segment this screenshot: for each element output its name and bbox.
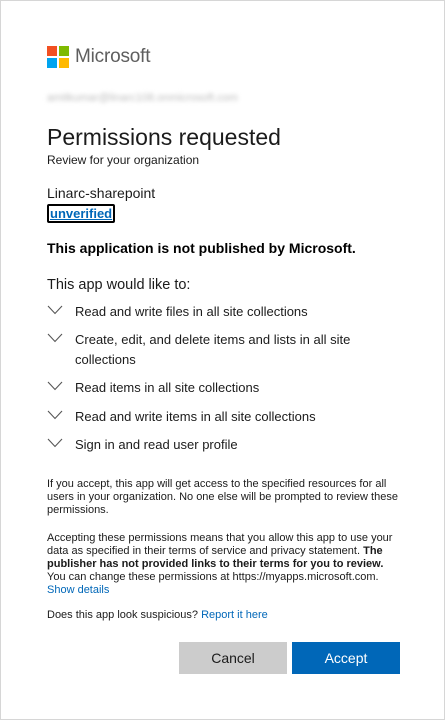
terms-text: Accepting these permissions means that you allow this app to use your data as specified in their terms of service and privacy statement. bbox=[47, 532, 393, 557]
publisher-warning: This application is not published by Microsoft. bbox=[47, 240, 356, 256]
terms-warning: The publisher has not provided links to their terms for you to review. bbox=[47, 545, 384, 570]
show-details-link[interactable]: Show details bbox=[47, 584, 110, 596]
cancel-button[interactable]: Cancel bbox=[179, 642, 287, 674]
permission-item[interactable] bbox=[47, 435, 367, 455]
unverified-link[interactable]: unverified bbox=[47, 204, 115, 223]
page-subtitle: Review for your organization bbox=[47, 153, 200, 167]
access-notice: If you accept, this app will get access to the specified resources for all users in your organization. No one else will be prompted to review these permissions. bbox=[47, 478, 398, 516]
brand-name: Microsoft bbox=[75, 46, 151, 67]
chevron-down-icon bbox=[47, 438, 63, 448]
permission-item[interactable] bbox=[47, 407, 367, 427]
chevron-down-icon bbox=[47, 333, 63, 343]
microsoft-logo bbox=[47, 46, 150, 68]
suspicious-text: Does this app look suspicious? bbox=[47, 609, 199, 621]
chevron-down-icon bbox=[47, 410, 63, 420]
accept-button[interactable]: Accept bbox=[292, 642, 400, 674]
permission-label: Read items in all site collections bbox=[75, 380, 260, 395]
chevron-down-icon bbox=[47, 381, 63, 391]
permission-item[interactable] bbox=[47, 330, 367, 370]
permission-label: Sign in and read user profile bbox=[75, 437, 238, 452]
permission-label: Read and write files in all site collections bbox=[75, 304, 308, 319]
report-link[interactable]: Report it here bbox=[201, 609, 268, 621]
suspicious-notice bbox=[47, 609, 403, 622]
permission-item[interactable] bbox=[47, 378, 367, 398]
permission-label: Read and write items in all site collections bbox=[75, 409, 316, 424]
chevron-down-icon bbox=[47, 305, 63, 315]
permissions-intro: This app would like to: bbox=[47, 277, 191, 293]
app-name: Linarc-sharepoint bbox=[47, 185, 156, 201]
terms-change-text: You can change these permissions at https://myapps.microsoft.com. bbox=[47, 571, 379, 583]
permission-item[interactable] bbox=[47, 302, 367, 322]
microsoft-logo-icon bbox=[47, 46, 69, 68]
page-title: Permissions requested bbox=[47, 124, 281, 150]
terms-notice bbox=[47, 532, 403, 597]
permission-label: Create, edit, and delete items and lists in all site collections bbox=[75, 332, 351, 367]
account-email: amitkumar@linarc108.onmicrosoft.com bbox=[47, 92, 238, 104]
